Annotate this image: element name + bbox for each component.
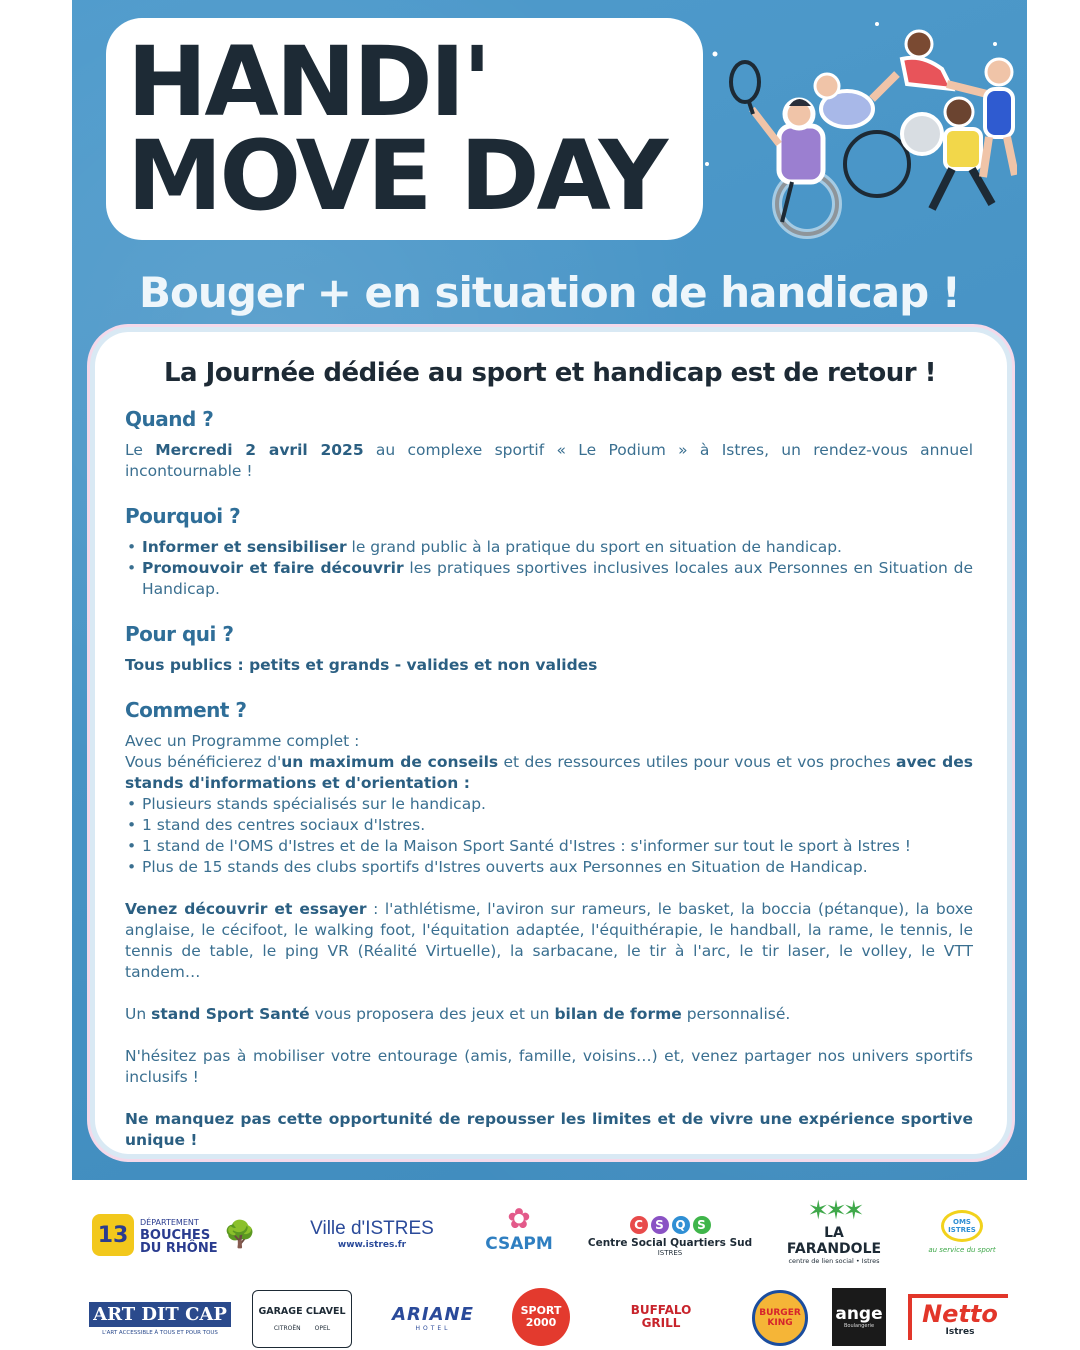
csqs-letters [630, 1216, 711, 1234]
logo-garage-clavel [252, 1290, 352, 1348]
ariane-label: ARIANE [392, 1304, 474, 1325]
pour-qui-text: Tous publics : petits et grands - valides et non valides [125, 656, 598, 674]
logo-bouches-du-rhone [92, 1210, 260, 1260]
section-heading-pour-qui: Pour qui ? [125, 622, 234, 646]
csqs-letter: S [651, 1216, 669, 1234]
logo-art-dit-cap [92, 1294, 228, 1344]
farandole-figures-icon: ✶✶✶ [807, 1196, 861, 1226]
istres-url: www.istres.fr [337, 1240, 407, 1250]
logo-csqs [587, 1210, 753, 1262]
csqs-letter: Q [672, 1216, 690, 1234]
ange-sub: Boulangerie [843, 1323, 875, 1329]
ange-label: ange [835, 1304, 883, 1324]
logo-ange [832, 1288, 886, 1346]
opel-label: OPEL [314, 1325, 331, 1332]
bk-sub: KING [767, 1318, 793, 1328]
logo-ville-istres [294, 1212, 450, 1256]
list-item: • Promouvoir et faire découvrir les pratiques sportives inclusives locales aux Personnes en Situation de Handicap. [125, 558, 973, 600]
logo-la-farandole [780, 1198, 888, 1264]
title-line-2: MOVE DAY [127, 120, 666, 232]
sport2000-label: SPORT [520, 1304, 562, 1317]
logo-sport-2000 [512, 1288, 570, 1346]
csqs-letter: C [630, 1216, 648, 1234]
comment-list [125, 794, 973, 878]
section-heading-pourquoi: Pourquoi ? [125, 504, 241, 528]
quand-text: Le Mercredi 2 avril 2025 au complexe sportif « Le Podium » à Istres, un rendez-vous annuel incontournable ! [125, 441, 973, 480]
list-item: • 1 stand des centres sociaux d'Istres. [125, 815, 973, 836]
pourquoi-list [125, 537, 973, 600]
artditcap-sub: L'ART ACCESSIBLE À TOUS ET POUR TOUS [102, 1330, 218, 1336]
farandole-label: LA FARANDOLE [786, 1225, 882, 1257]
title-line-1: HANDI' [127, 26, 489, 138]
list-item: • Plusieurs stands spécialisés sur le handicap. [125, 794, 973, 815]
istres-label: Ville d'ISTRES [310, 1218, 434, 1239]
swimmer-icon [983, 59, 1015, 177]
bk-label: BURGER [759, 1308, 801, 1318]
hesitez-text: N'hésitez pas à mobiliser votre entourage (amis, famille, voisins…) et, venez partager nos univers sportifs inclusifs ! [125, 1047, 973, 1086]
list-item: • Informer et sensibiliser le grand public à la pratique du sport en situation de handicap. [125, 537, 973, 558]
farandole-sub: centre de lien social • Istres [788, 1257, 880, 1265]
athletes-illustration [697, 14, 1017, 244]
comment-text: Vous bénéficierez d'un maximum de conseils et des ressources utiles pour vous et vos proches avec des stands d'informations et d'orientation : [125, 753, 973, 792]
buffalo-sub: GRILL [641, 1316, 681, 1330]
list-item: • Plus de 15 stands des clubs sportifs d'Istres ouverts aux Personnes en Situation de Handicap. [125, 857, 973, 878]
netto-sub: Istres [945, 1327, 975, 1337]
logo-ariane-hotel [378, 1296, 488, 1340]
card-title: La Journée dédiée au sport et handicap est de retour ! [163, 358, 936, 388]
clavel-label: GARAGE CLAVEL [258, 1306, 346, 1317]
logo-csapm [484, 1194, 554, 1264]
card-content [125, 406, 973, 1151]
comment-intro: Avec un Programme complet : [125, 732, 360, 750]
venez-text: Venez découvrir et essayer : l'athlétisme, l'aviron sur rameurs, le basket, la boccia (pétanque), la boxe anglaise, le cécifoot, le walking foot, l'équitation adaptée, l'équithérapie, le handball, la rame, le tennis, le tennis de table, le ping VR (Réalité Virtuelle), la sarbacane, le tir à l'arc, le tir laser, le volley, le VTT tandem… [125, 900, 973, 981]
bdr-label: BOUCHES [140, 1227, 211, 1243]
section-heading-quand: Quand ? [125, 407, 214, 431]
csqs-label: Centre Social Quartiers Sud [587, 1236, 753, 1249]
bdr-label: DÉPARTEMENT [140, 1217, 199, 1227]
tree-icon: 🌳 [223, 1220, 256, 1250]
subtitle: Bouger + en situation de handicap ! [139, 268, 960, 317]
sponsor-logos [0, 1180, 1080, 1350]
sport2000-sub: 2000 [525, 1316, 557, 1329]
logo-netto [908, 1294, 1008, 1340]
artditcap-label: ART DIT CAP [89, 1302, 231, 1327]
csqs-letter: S [693, 1216, 711, 1234]
ariane-sub: HOTEL [415, 1325, 451, 1332]
logo-oms-istres [916, 1200, 1008, 1264]
section-heading-comment: Comment ? [125, 698, 247, 722]
csapm-label: CSAPM [485, 1234, 553, 1254]
bdr-emblem-icon: 13 [92, 1214, 134, 1256]
stand-text: Un stand Sport Santé vous proposera des jeux et un bilan de forme personnalisé. [125, 1005, 791, 1023]
bdr-label: DU RHÔNE [140, 1240, 218, 1256]
logo-burger-king [752, 1290, 808, 1346]
runner-icon [902, 98, 992, 209]
logo-buffalo-grill [594, 1294, 728, 1340]
oms-sub: au service du sport [928, 1246, 996, 1254]
netto-label: Netto [922, 1300, 998, 1328]
closing-text: Ne manquez pas cette opportunité de repousser les limites et de vivre une expérience sportive unique ! [125, 1110, 973, 1149]
list-item: • 1 stand de l'OMS d'Istres et de la Maison Sport Santé d'Istres : s'informer sur tout le sport à Istres ! [125, 836, 973, 857]
flower-icon: ✿ [507, 1202, 531, 1235]
oms-label: OMS ISTRES [941, 1210, 983, 1242]
csqs-sub: ISTRES [657, 1248, 683, 1257]
citroen-label: CITROËN [273, 1325, 301, 1332]
jumper-icon [872, 31, 987, 99]
buffalo-label: BUFFALO [630, 1303, 692, 1317]
